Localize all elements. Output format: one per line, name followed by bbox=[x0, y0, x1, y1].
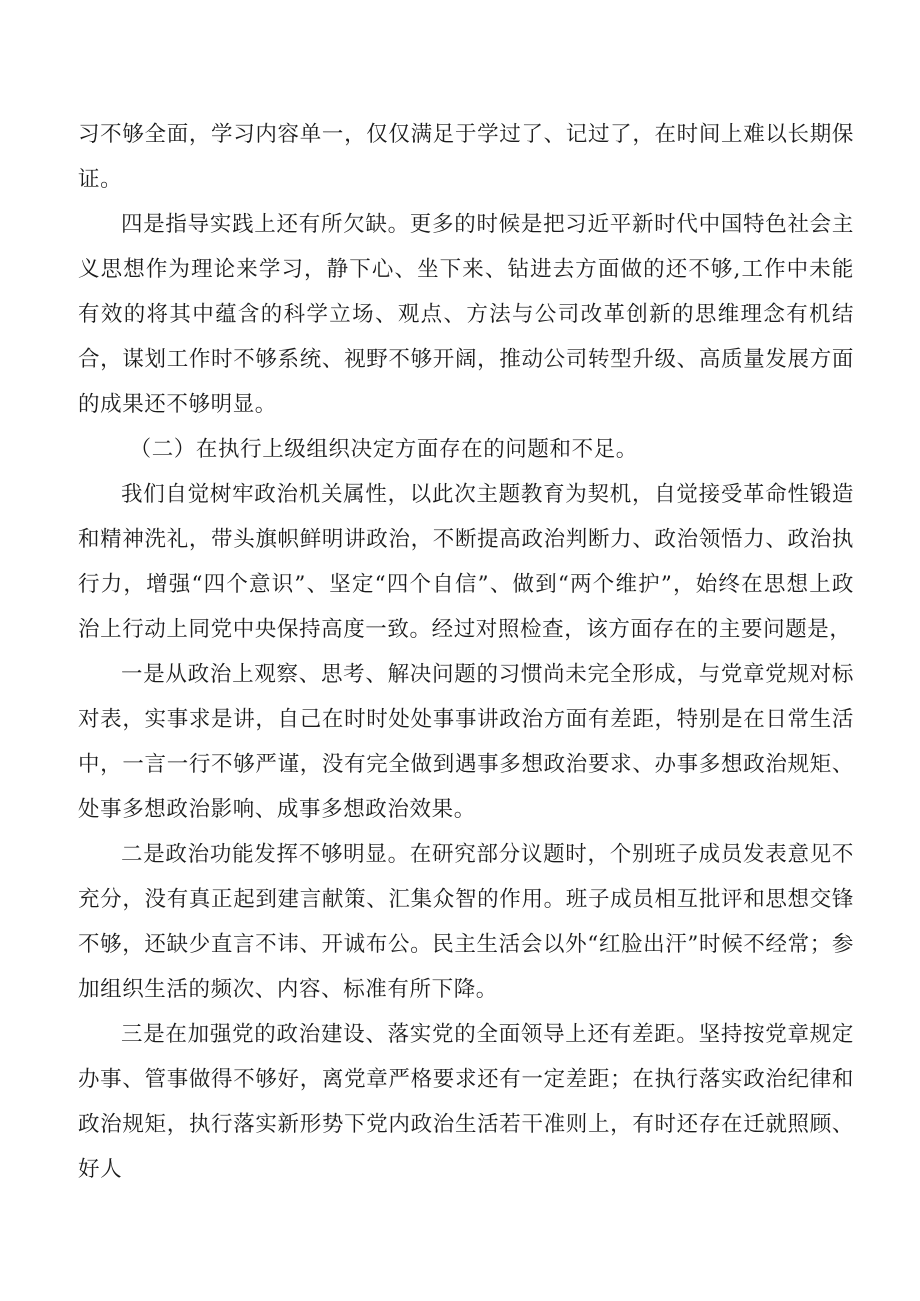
paragraph-point-three: 三是在加强党的政治建设、落实党的全面领导上还有差距。坚持按党章规定办事、管事做得不够好，离党章严格要求还有一定差距；在执行落实政治纪律和政治规矩，执行落实新形势下党内政治生活若干准则上，有时还存在迁就照顾、好人 bbox=[78, 1022, 854, 1182]
paragraph-political-attribute: 我们自觉树牢政治机关属性，以此次主题教育为契机，自觉接受革命性锻造和精神洗礼，带头旗帜鲜明讲政治，不断提高政治判断力、政治领悟力、政治执行力，增强“四个意识”、坚定“四个自信”、做到“两个维护”，始终在思想上政治上行动上同党中央保持高度一致。经过对照检查，该方面存在的主要问题是， bbox=[78, 482, 854, 642]
paragraph-point-four: 四是指导实践上还有所欠缺。更多的时候是把习近平新时代中国特色社会主义思想作为理论来学习，静下心、坐下来、钻进去方面做的还不够,工作中未能有效的将其中蕴含的科学立场、观点、方法与公司改革创新的思维理念有机结合，谋划工作时不够系统、视野不够开阔，推动公司转型升级、高质量发展方面的成果还不够明显。 bbox=[78, 212, 854, 417]
section-heading-two: （二）在执行上级组织决定方面存在的问题和不足。 bbox=[129, 437, 638, 462]
paragraph-point-two: 二是政治功能发挥不够明显。在研究部分议题时，个别班子成员发表意见不充分，没有真正起到建言献策、汇集众智的作用。班子成员相互批评和思想交锋不够，还缺少直言不讳、开诚布公。民主生活会以外“红脸出汗”时候不经常；参加组织生活的频次、内容、标准有所下降。 bbox=[78, 842, 854, 1002]
paragraph-point-one: 一是从政治上观察、思考、解决问题的习惯尚未完全形成，与党章党规对标对表，实事求是讲，自己在时时处处事事讲政治方面有差距，特别是在日常生活中，一言一行不够严谨，没有完全做到遇事多想政治要求、办事多想政治规矩、处事多想政治影响、成事多想政治效果。 bbox=[78, 662, 854, 822]
document-body bbox=[78, 112, 854, 1192]
paragraph-study-continuation: 习不够全面，学习内容单一，仅仅满足于学过了、记过了，在时间上难以长期保证。 bbox=[78, 122, 854, 192]
